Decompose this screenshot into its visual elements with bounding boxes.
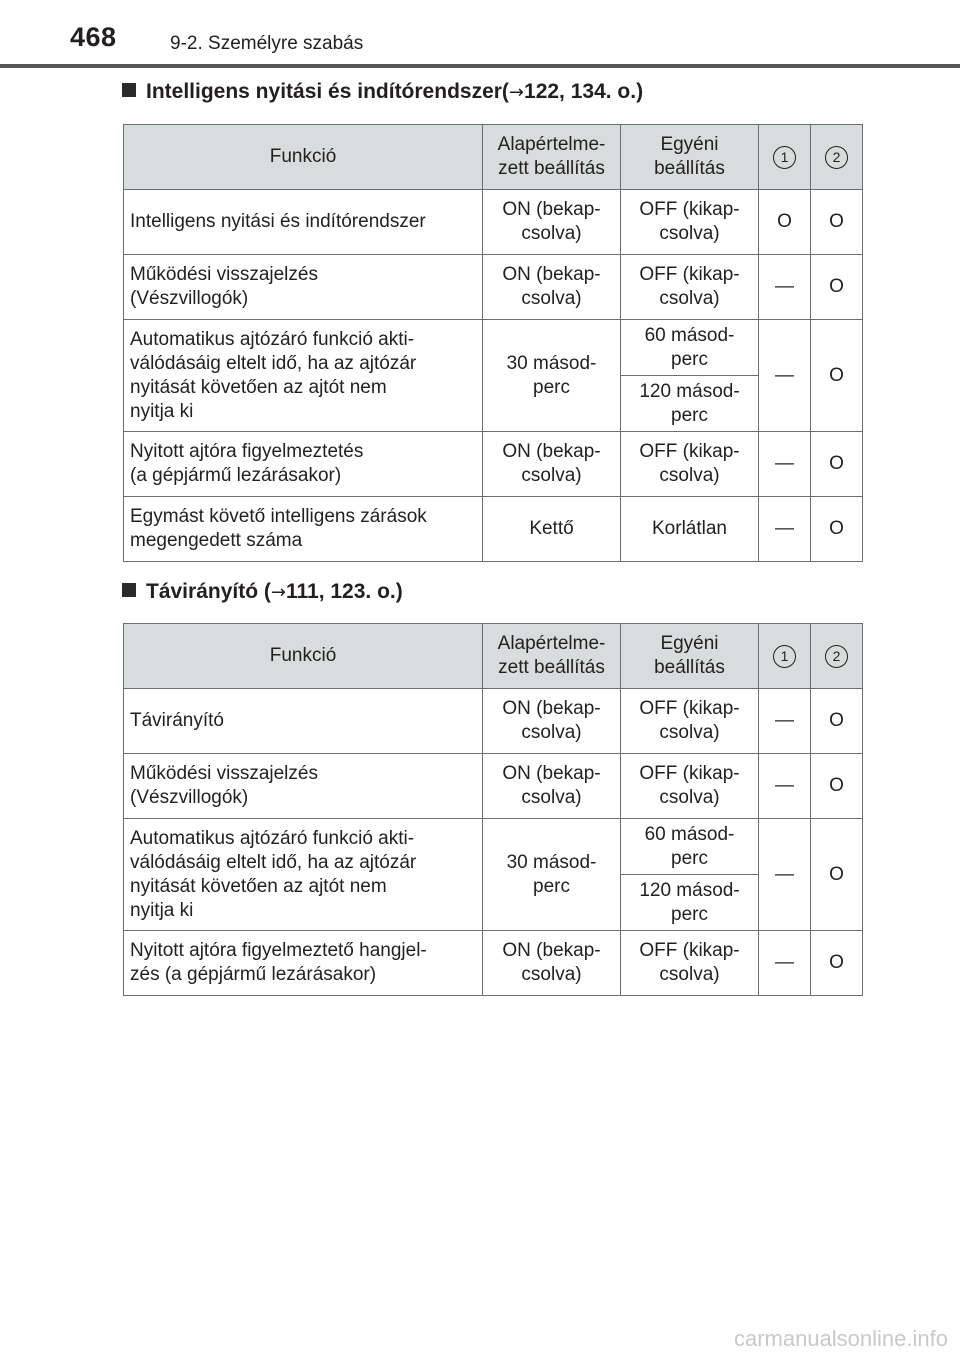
page-number: 468	[70, 22, 117, 52]
default-value: ON (bekap- csolva)	[483, 689, 621, 754]
column-header-function: Funkció	[124, 624, 483, 689]
arrow-icon: →	[270, 582, 286, 603]
mark-1: —	[759, 819, 811, 931]
table-header-row	[124, 125, 863, 190]
section-heading-remote	[122, 580, 403, 604]
square-bullet-icon	[122, 583, 136, 597]
table-row	[124, 320, 863, 376]
default-value: ON (bekap- csolva)	[483, 754, 621, 819]
table-header-row	[124, 624, 863, 689]
column-header-custom: Egyéni beállítás	[621, 624, 759, 689]
table-row	[124, 432, 863, 497]
circled-2-icon: 2	[825, 645, 848, 668]
default-value: ON (bekap- csolva)	[483, 931, 621, 996]
mark-1: —	[759, 931, 811, 996]
default-value: ON (bekap- csolva)	[483, 432, 621, 497]
column-header-function: Funkció	[124, 125, 483, 190]
function-name: Nyitott ajtóra figyelmeztetés (a gépjármű lezárásakor)	[124, 432, 483, 497]
section-heading-smart-entry	[122, 80, 643, 104]
column-header-1	[759, 125, 811, 190]
square-bullet-icon	[122, 83, 136, 97]
mark-2: O	[811, 190, 863, 255]
circled-1-icon: 1	[773, 645, 796, 668]
table-row	[124, 819, 863, 875]
function-name: Intelligens nyitási és indítórendszer	[124, 190, 483, 255]
watermark: carmanualsonline.info	[733, 1326, 948, 1351]
custom-value: Korlátlan	[621, 497, 759, 562]
mark-2: O	[811, 255, 863, 320]
section-heading-text: Intelligens nyitási és indítórendszer(	[146, 80, 509, 103]
mark-2: O	[811, 689, 863, 754]
custom-value: OFF (kikap- csolva)	[621, 689, 759, 754]
mark-1: —	[759, 432, 811, 497]
mark-1: —	[759, 320, 811, 432]
table-row	[124, 190, 863, 255]
default-value: ON (bekap- csolva)	[483, 255, 621, 320]
column-header-default: Alapértelme- zett beállítás	[483, 125, 621, 190]
mark-1: —	[759, 255, 811, 320]
custom-value: OFF (kikap- csolva)	[621, 931, 759, 996]
custom-value: 60 másod- perc	[621, 819, 759, 875]
mark-2: O	[811, 432, 863, 497]
column-header-1	[759, 624, 811, 689]
arrow-icon: →	[508, 82, 525, 103]
custom-value: OFF (kikap- csolva)	[621, 190, 759, 255]
table-row	[124, 931, 863, 996]
mark-1: —	[759, 497, 811, 562]
mark-1: —	[759, 754, 811, 819]
function-name: Nyitott ajtóra figyelmeztető hangjel- zés (a gépjármű lezárásakor)	[124, 931, 483, 996]
function-name: Működési visszajelzés (Vészvillogók)	[124, 255, 483, 320]
custom-value: 60 másod- perc	[621, 320, 759, 376]
function-name: Automatikus ajtózáró funkció akti- válódásáig eltelt idő, ha az ajtózár nyitását követően az ajtót nem nyitja ki	[124, 320, 483, 432]
section-reference: 122, 134. o.)	[524, 80, 644, 103]
custom-value: OFF (kikap- csolva)	[621, 255, 759, 320]
section-heading-text: Távirányító (	[146, 580, 271, 603]
mark-2: O	[811, 320, 863, 432]
settings-table-remote	[123, 623, 863, 996]
chapter-title: 9-2. Személyre szabás	[170, 33, 364, 54]
function-name: Egymást követő intelligens zárások megengedett száma	[124, 497, 483, 562]
mark-1: —	[759, 689, 811, 754]
default-value: 30 másod- perc	[483, 819, 621, 931]
circled-2-icon: 2	[825, 146, 848, 169]
column-header-2	[811, 624, 863, 689]
table-row	[124, 255, 863, 320]
default-value: Kettő	[483, 497, 621, 562]
column-header-default: Alapértelme- zett beállítás	[483, 624, 621, 689]
function-name: Működési visszajelzés (Vészvillogók)	[124, 754, 483, 819]
mark-2: O	[811, 754, 863, 819]
custom-value: 120 másod- perc	[621, 376, 759, 432]
table-row	[124, 689, 863, 754]
custom-value: OFF (kikap- csolva)	[621, 754, 759, 819]
default-value: ON (bekap- csolva)	[483, 190, 621, 255]
custom-value: OFF (kikap- csolva)	[621, 432, 759, 497]
mark-2: O	[811, 819, 863, 931]
settings-table-smart-entry	[123, 124, 863, 562]
column-header-2	[811, 125, 863, 190]
table-row	[124, 754, 863, 819]
function-name: Távirányító	[124, 689, 483, 754]
column-header-custom: Egyéni beállítás	[621, 125, 759, 190]
default-value: 30 másod- perc	[483, 320, 621, 432]
function-name: Automatikus ajtózáró funkció akti- válódásáig eltelt idő, ha az ajtózár nyitását követően az ajtót nem nyitja ki	[124, 819, 483, 931]
mark-2: O	[811, 931, 863, 996]
custom-value: 120 másod- perc	[621, 875, 759, 931]
section-reference: 111, 123. o.)	[285, 580, 403, 603]
circled-1-icon: 1	[773, 146, 796, 169]
table-row	[124, 497, 863, 562]
header-rule	[0, 64, 960, 68]
mark-1: O	[759, 190, 811, 255]
mark-2: O	[811, 497, 863, 562]
